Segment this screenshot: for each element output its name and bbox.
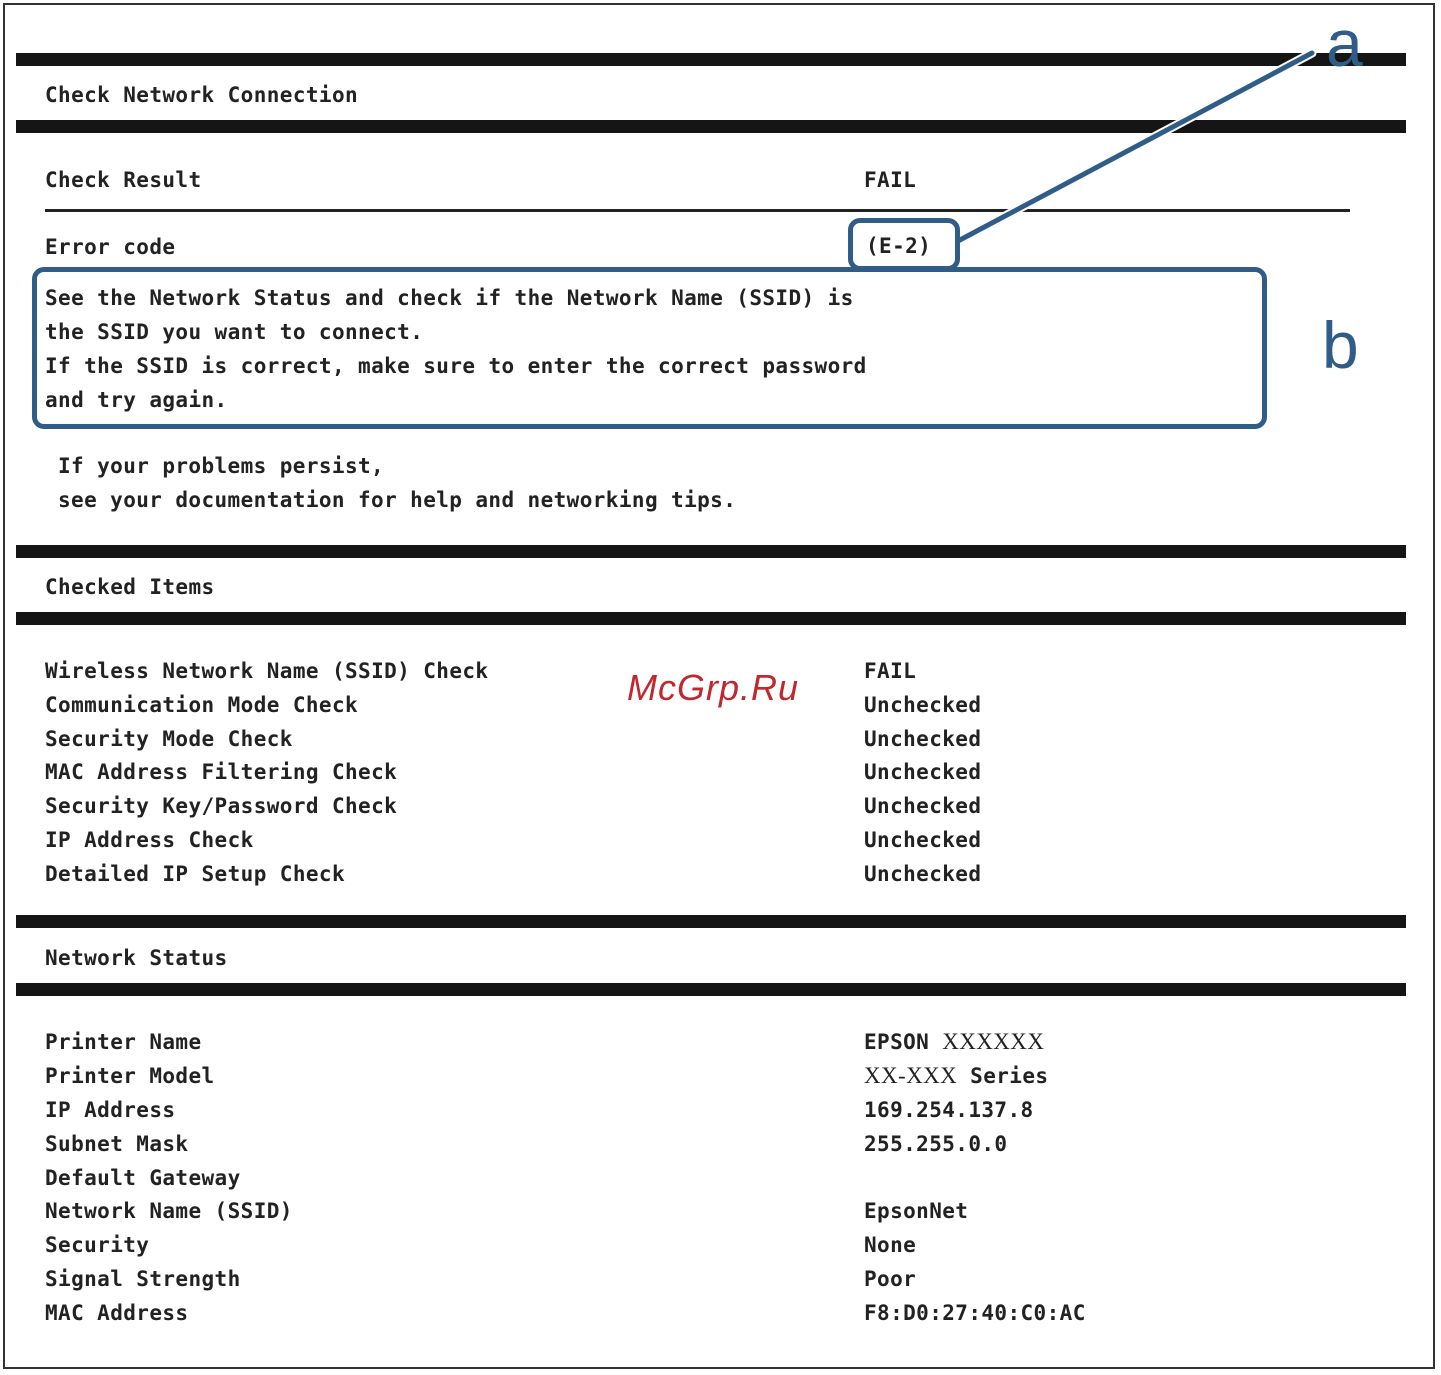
status-label: Network Name (SSID) (45, 1199, 293, 1223)
status-value: F8:D0:27:40:C0:AC (864, 1301, 1086, 1325)
message-line: and try again. (45, 388, 228, 412)
checked-item-label: Security Key/Password Check (45, 794, 398, 818)
printer-model-placeholder: XX-XXX (864, 1063, 958, 1088)
network-status-title: Network Status (45, 946, 228, 970)
persist-line: If your problems persist, (58, 454, 385, 478)
printer-name-placeholder: XXXXXX (942, 1029, 1045, 1054)
error-code-highlight (848, 218, 960, 271)
checked-items-title: Checked Items (45, 575, 215, 599)
status-label: Default Gateway (45, 1166, 241, 1190)
checked-item-value: Unchecked (864, 727, 982, 751)
checked-item-label: Security Mode Check (45, 727, 293, 751)
callout-label-b: b (1322, 308, 1359, 382)
status-label: Printer Name (45, 1030, 202, 1054)
check-result-value: FAIL (864, 168, 917, 192)
status-label: MAC Address (45, 1301, 189, 1325)
status-value: EpsonNet (864, 1199, 969, 1223)
message-line: the SSID you want to connect. (45, 320, 424, 344)
watermark: McGrp.Ru (627, 667, 800, 708)
status-label: Security (45, 1233, 150, 1257)
status-label: Printer Model (45, 1064, 215, 1088)
checked-item-label: Wireless Network Name (SSID) Check (45, 659, 489, 683)
error-code-label: Error code (45, 235, 176, 259)
checked-item-value: FAIL (864, 659, 917, 683)
check-result-label: Check Result (45, 168, 202, 192)
message-highlight (32, 267, 1267, 429)
error-code-value: (E-2) (866, 234, 932, 258)
message-line: See the Network Status and check if the Network Name (SSID) is (45, 286, 854, 310)
checked-item-value: Unchecked (864, 828, 982, 852)
checked-item-value: Unchecked (864, 693, 982, 717)
persist-line: see your documentation for help and networking tips. (58, 488, 737, 512)
status-label: Signal Strength (45, 1267, 241, 1291)
checked-item-value: Unchecked (864, 760, 982, 784)
checked-item-value: Unchecked (864, 794, 982, 818)
status-value: 169.254.137.8 (864, 1098, 1034, 1122)
checked-item-label: MAC Address Filtering Check (45, 760, 398, 784)
checked-item-label: Detailed IP Setup Check (45, 862, 345, 886)
status-label: IP Address (45, 1098, 176, 1122)
printer-model-suffix: Series (957, 1064, 1049, 1088)
printer-name-prefix: EPSON (864, 1030, 943, 1054)
checked-item-value: Unchecked (864, 862, 982, 886)
status-value: 255.255.0.0 (864, 1132, 1008, 1156)
checked-item-label: IP Address Check (45, 828, 254, 852)
callout-label-a: a (1326, 6, 1363, 80)
message-line: If the SSID is correct, make sure to enter the correct password (45, 354, 867, 378)
status-label: Subnet Mask (45, 1132, 189, 1156)
report-title: Check Network Connection (45, 83, 359, 107)
status-value: Poor (864, 1267, 917, 1291)
status-value: None (864, 1233, 917, 1257)
checked-item-label: Communication Mode Check (45, 693, 359, 717)
